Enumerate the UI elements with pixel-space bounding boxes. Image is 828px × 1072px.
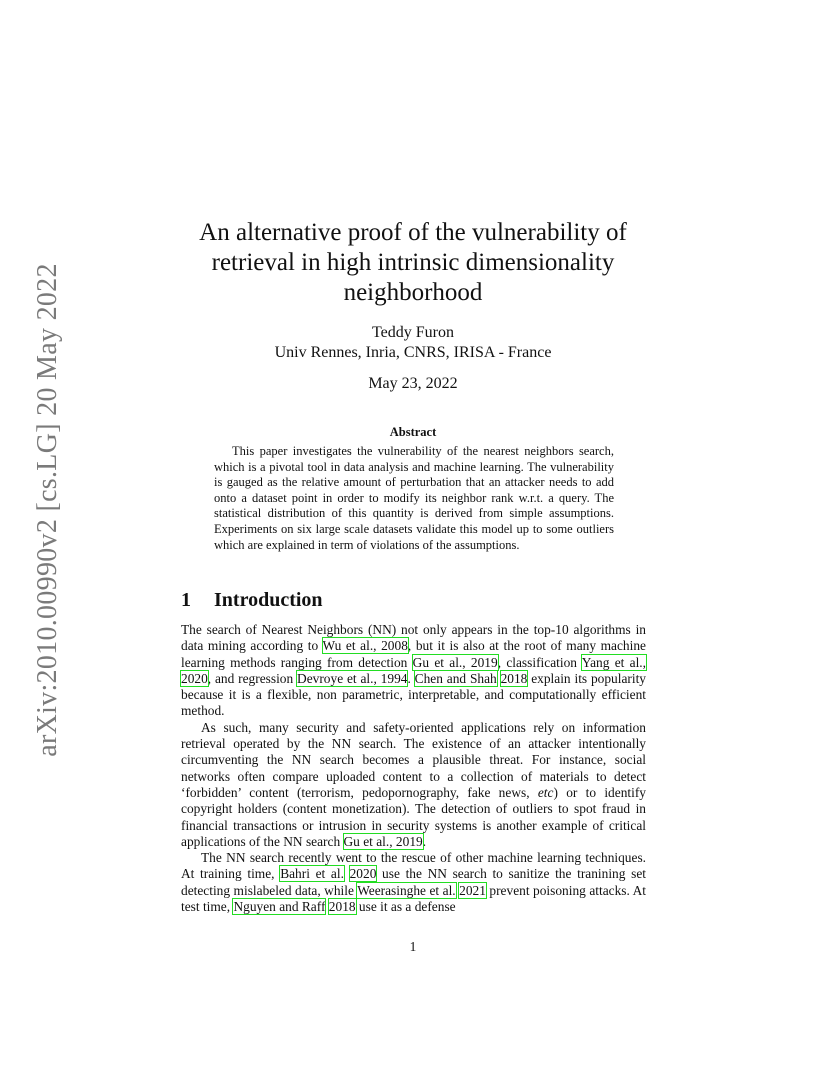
author-name: Teddy Furon: [372, 324, 454, 341]
emphasis-text: etc: [537, 784, 554, 800]
introduction-body: [181, 622, 646, 915]
paragraph: [181, 622, 646, 720]
paper-title: An alternative proof of the vulnerability of retrieval in high intrinsic dimensionality neighborhood: [199, 219, 627, 306]
paragraph-text: .: [407, 670, 415, 686]
paragraph-text: The search of Nearest Neighbors (NN) not only appears in the top-10 algorithms in data mining according to: [181, 622, 646, 654]
citation-link[interactable]: Gu et al., 2019: [412, 654, 498, 670]
arxiv-stamp-text: arXiv:2010.00990v2 [cs.LG] 20 May 2022: [32, 263, 63, 757]
citation-link[interactable]: 2021: [459, 882, 486, 898]
paragraph-text: , classification: [497, 654, 582, 670]
section-number: 1: [181, 589, 191, 611]
paragraph-text: prevent poisoning attacks. At test time,: [181, 882, 647, 915]
citation-link[interactable]: Wu et al., 2008: [322, 638, 408, 654]
abstract-text: This paper investigates the vulnerability of the nearest neighbors search, which is a pivotal tool in data analysis and machine learning. The vulnerability is gauged as the relative amount of perturbation that an attacker needs to add onto a dataset point in order to modify its neighbor rank w.r.t. a query. The statistical distribution of this quantity is derived from simple assumptions. Experiments on six large scale datasets validate this model up to some outliers which are explained in term of violations of the assumptions.: [214, 444, 614, 552]
paragraph: [181, 850, 646, 915]
abstract-heading: Abstract: [389, 425, 437, 439]
citation-link[interactable]: 2020: [349, 866, 377, 882]
citation-link[interactable]: Weerasinghe et al.: [357, 882, 456, 898]
paragraph-text: use it as a defense: [355, 899, 456, 915]
section-title: Introduction: [214, 589, 323, 611]
citation-link[interactable]: Yang et al., 2020: [181, 654, 646, 686]
paragraph-text: use the NN search to sanitize the tranining set detecting mislabeled data, while: [181, 866, 646, 898]
paragraph-text: [344, 866, 350, 881]
section-heading: [181, 588, 323, 612]
paragraph-text: , and regression: [207, 670, 298, 686]
citation-link[interactable]: Bahri et al.: [280, 866, 344, 882]
author-affiliation: Univ Rennes, Inria, CNRS, IRISA - France: [274, 344, 552, 361]
page-number: 1: [409, 939, 417, 954]
paragraph-text: .: [422, 833, 427, 849]
paper-date: May 23, 2022: [368, 375, 458, 392]
citation-link[interactable]: 2018: [500, 670, 528, 686]
paragraph-text: The NN search recently went to the rescue of other machine learning techniques. At training time,: [181, 850, 646, 882]
citation-link[interactable]: Gu et al., 2019: [343, 833, 423, 849]
citation-link[interactable]: Chen and Shah: [414, 670, 497, 686]
citation-link[interactable]: 2018: [328, 899, 356, 915]
paragraph-text: ) or to identify copyright holders (content monetization). The detection of outliers to spot fraud in financial transactions or intrusion in security systems is another example of critical applications of the NN search: [181, 784, 646, 849]
arxiv-stamp: [28, 263, 68, 757]
paragraph-text: , but it is also at the root of many machine learning methods ranging from detection: [181, 638, 646, 670]
citation-link[interactable]: Devroye et al., 1994: [297, 670, 408, 686]
citation-link[interactable]: Nguyen and Raff: [233, 899, 326, 915]
paragraph-text: As such, many security and safety-oriented applications rely on information retrieval operated by the NN search. The existence of an attacker intentionally circumventing the NN search becomes a plausible threat. For instance, social networks often compare uploaded content to a collection of materials to detect ‘forbidden’ content (terrorism, pedopornography, fake news,: [181, 719, 646, 800]
paragraph: [181, 720, 646, 850]
paragraph-text: explain its popularity because it is a flexible, non parametric, interpretable, and computationally efficient method.: [181, 670, 647, 719]
